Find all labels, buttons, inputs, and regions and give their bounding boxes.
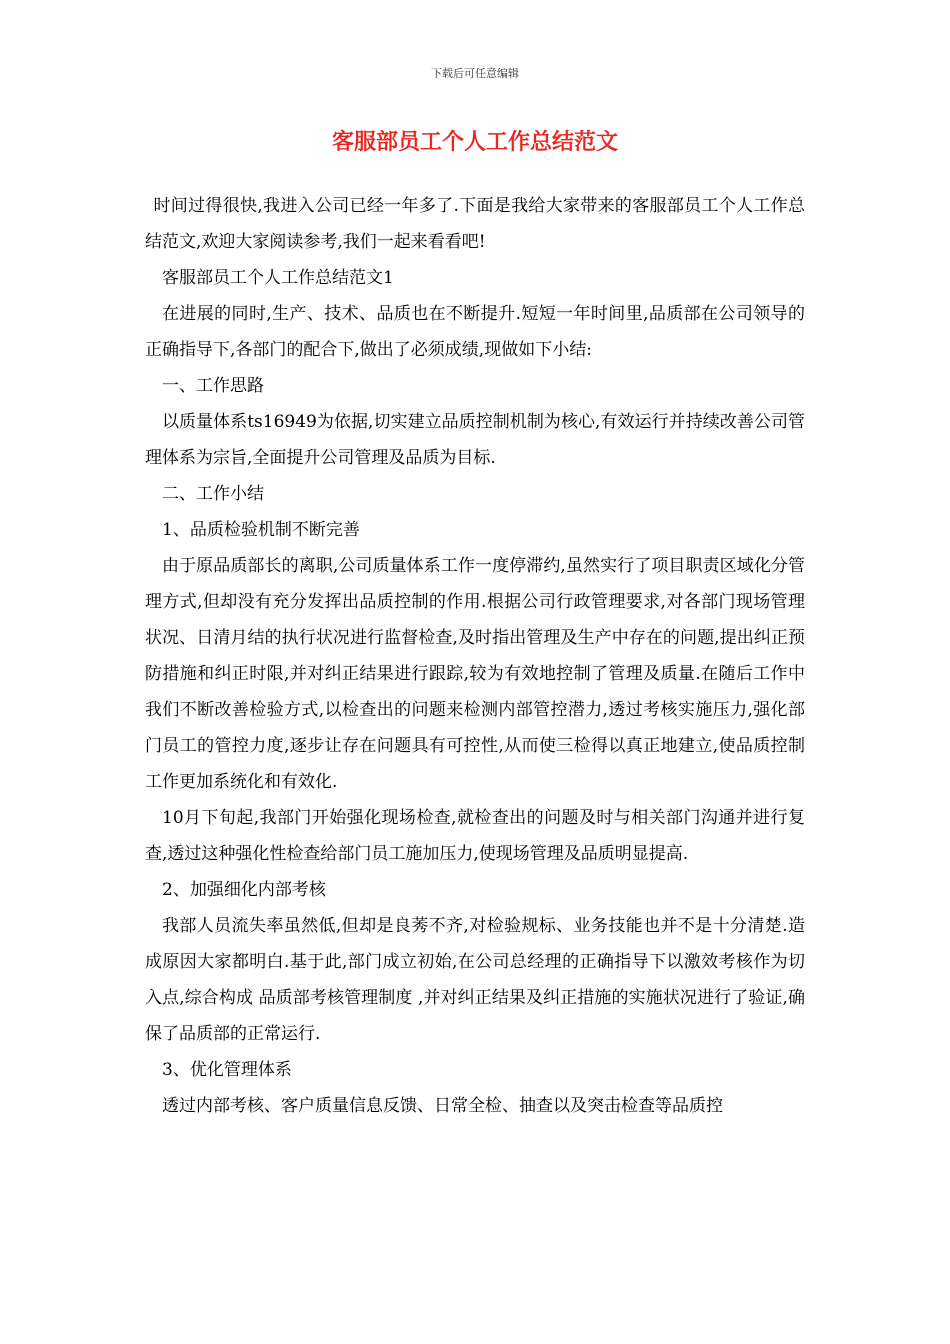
subheading-assessment: 2、加强细化内部考核 [162,880,326,900]
body-paragraph: 10月下旬起,我部门开始强化现场检查,就检查出的问题及时与相关部门沟通并进行复查,透过这种强化性检查给部门员工施加压力,使现场管理及品质明显提高. [145,808,805,864]
document-body [145,188,805,1124]
subheading-inspection: 1、品质检验机制不断完善 [162,520,360,540]
document-title: 客服部员工个人工作总结范文 [331,129,618,155]
page-header-note: 下载后可任意编辑 [431,67,519,80]
body-paragraph: 透过内部考核、客户质量信息反馈、日常全检、抽查以及突击检查等品质控 [162,1096,723,1116]
intro-paragraph: 时间过得很快,我进入公司已经一年多了.下面是我给大家带来的客服部员工个人工作总结范文,欢迎大家阅读参考,我们一起来看看吧! [145,196,805,252]
body-paragraph: 在进展的同时,生产、技术、品质也在不断提升.短短一年时间里,品质部在公司领导的正确指导下,各部门的配合下,做出了必须成绩,现做如下小结: [145,304,805,360]
heading-work-approach: 一、工作思路 [162,376,264,396]
body-paragraph: 我部人员流失率虽然低,但却是良莠不齐,对检验规标、业务技能也并不是十分清楚.造成原因大家都明白.基于此,部门成立初始,在公司总经理的正确指导下以激效考核作为切入点,综合构成 品质部考核管理制度 ,并对纠正结果及纠正措施的实施状况进行了验证,确保了品质部的正常运行. [145,916,805,1044]
body-paragraph: 以质量体系ts16949为依据,切实建立品质控制机制为核心,有效运行并持续改善公司管理体系为宗旨,全面提升公司管理及品质为目标. [145,412,805,468]
section-title: 客服部员工个人工作总结范文1 [162,268,394,288]
subheading-management-system: 3、优化管理体系 [162,1060,292,1080]
heading-work-summary: 二、工作小结 [162,484,264,504]
body-paragraph: 由于原品质部长的离职,公司质量体系工作一度停滞约,虽然实行了项目职责区域化分管理方式,但却没有充分发挥出品质控制的作用.根据公司行政管理要求,对各部门现场管理状况、日清月结的执行状况进行监督检查,及时指出管理及生产中存在的问题,提出纠正预防措施和纠正时限,并对纠正结果进行跟踪,较为有效地控制了管理及质量.在随后工作中我们不断改善检验方式,以检查出的问题来检测内部管控潜力,透过考核实施压力,强化部门员工的管控力度,逐步让存在问题具有可控性,从而使三检得以真正地建立,使品质控制工作更加系统化和有效化. [145,556,805,792]
